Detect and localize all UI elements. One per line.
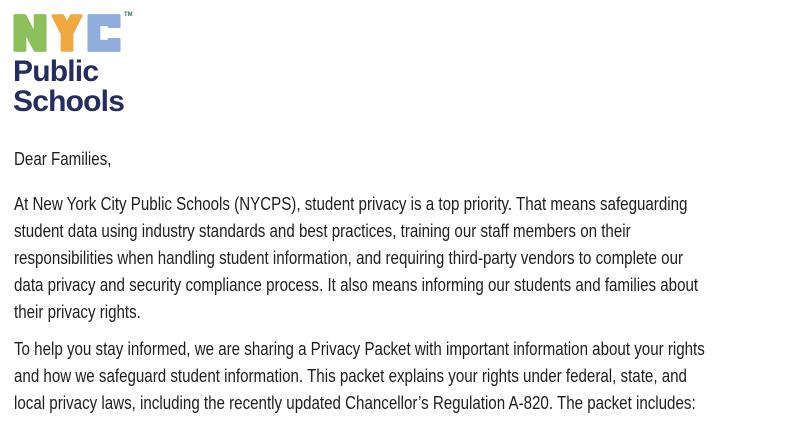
paragraph-2 xyxy=(14,336,800,417)
logo-letter-y-icon xyxy=(51,13,83,53)
paragraph-line: student data using industry standards and best practices, training our staff members on their xyxy=(14,221,631,241)
logo-wordmark-line1: Public xyxy=(13,55,99,88)
paragraph-line: To help you stay informed, we are sharing a Privacy Packet with important information about your rights xyxy=(14,339,705,359)
paragraph-1 xyxy=(14,191,800,326)
nyc-public-schools-logo xyxy=(13,13,134,117)
paragraph-line: responsibilities when handling student information, and requiring third-party vendors to complete our xyxy=(14,248,684,268)
logo-letter-c-icon xyxy=(87,13,121,53)
paragraph-line: data privacy and security compliance process. It also means informing our students and families about xyxy=(14,275,699,295)
paragraph-line: and how we safeguard student information. This packet explains your rights under federal, state, and xyxy=(14,366,687,386)
nyc-logo-letters xyxy=(13,13,134,54)
letter-body xyxy=(14,146,800,417)
paragraph-line: At New York City Public Schools (NYCPS), student privacy is a top priority. That means safeguarding xyxy=(14,194,688,214)
trademark-symbol: TM xyxy=(124,12,133,18)
paragraph-line: their privacy rights. xyxy=(14,302,141,322)
salutation: Dear Families, xyxy=(14,149,112,169)
logo-letter-n-icon xyxy=(13,13,47,53)
logo-wordmark-line2: Schools xyxy=(13,85,125,118)
paragraph-line: local privacy laws, including the recently updated Chancellor’s Regulation A-820. The packet includes: xyxy=(14,393,696,413)
